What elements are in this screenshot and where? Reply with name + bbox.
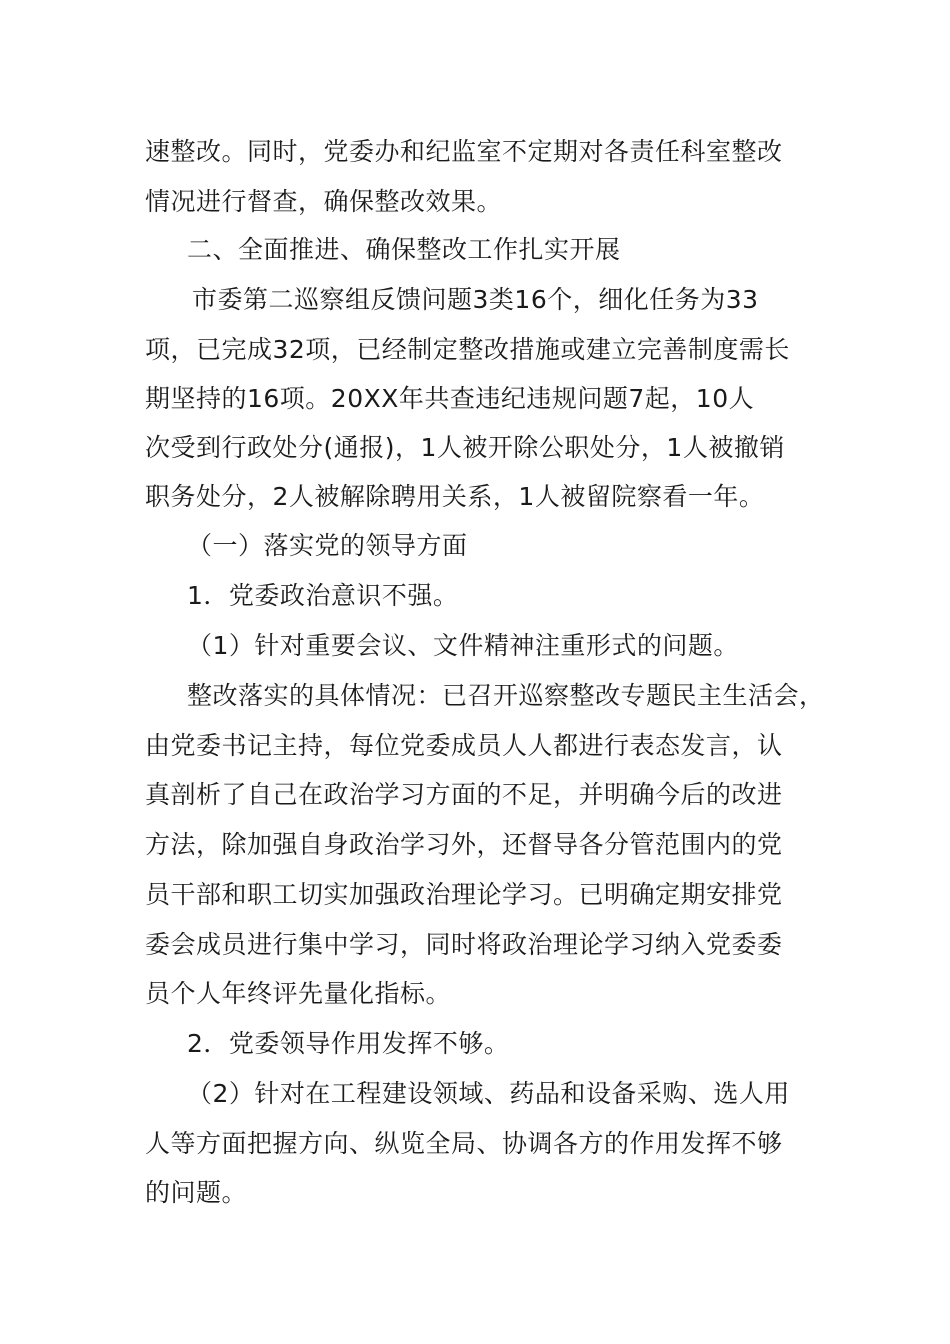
body-text-line: 期坚持的16项。20XX年共查违纪违规问题7起，10人	[145, 384, 755, 413]
body-text-line: 次受到行政处分(通报)，1人被开除公职处分，1人被撤销	[145, 433, 785, 462]
body-text-line: 职务处分，2人被解除聘用关系，1人被留院察看一年。	[145, 482, 765, 511]
item-heading: 1．党委政治意识不强。	[187, 581, 459, 610]
subsection-heading: （一）落实党的领导方面	[187, 531, 468, 560]
body-text-line: 情况进行督查，确保整改效果。	[145, 187, 503, 216]
sub-item-heading: （2）针对在工程建设领域、药品和设备采购、选人用	[187, 1079, 790, 1108]
body-text-line: 员干部和职工切实加强政治理论学习。已明确定期安排党	[145, 880, 783, 909]
body-text-line: 员个人年终评先量化指标。	[145, 979, 452, 1008]
body-text-line: 由党委书记主持，每位党委成员人人都进行表态发言，认	[145, 731, 783, 760]
body-text-line: 速整改。同时，党委办和纪监室不定期对各责任科室整改	[145, 137, 783, 166]
sub-item-heading: （1）针对重要会议、文件精神注重形式的问题。	[187, 631, 739, 660]
body-text-line: 项，已完成32项，已经制定整改措施或建立完善制度需长	[145, 335, 790, 364]
body-text-line: 的问题。	[145, 1178, 248, 1207]
body-text-line: 真剖析了自己在政治学习方面的不足，并明确今后的改进	[145, 780, 783, 809]
body-text-line: 方法，除加强自身政治学习外，还督导各分管范围内的党	[145, 830, 783, 859]
body-text-line: 整改落实的具体情况：已召开巡察整改专题民主生活会，	[187, 681, 825, 710]
body-text-line: 委会成员进行集中学习，同时将政治理论学习纳入党委委	[145, 930, 783, 959]
body-text-line: 人等方面把握方向、纵览全局、协调各方的作用发挥不够	[145, 1129, 783, 1158]
item-heading: 2．党委领导作用发挥不够。	[187, 1029, 510, 1058]
section-heading: 二、全面推进、确保整改工作扎实开展	[187, 235, 621, 264]
body-text-line: 市委第二巡察组反馈问题3类16个，细化任务为33	[192, 285, 759, 314]
